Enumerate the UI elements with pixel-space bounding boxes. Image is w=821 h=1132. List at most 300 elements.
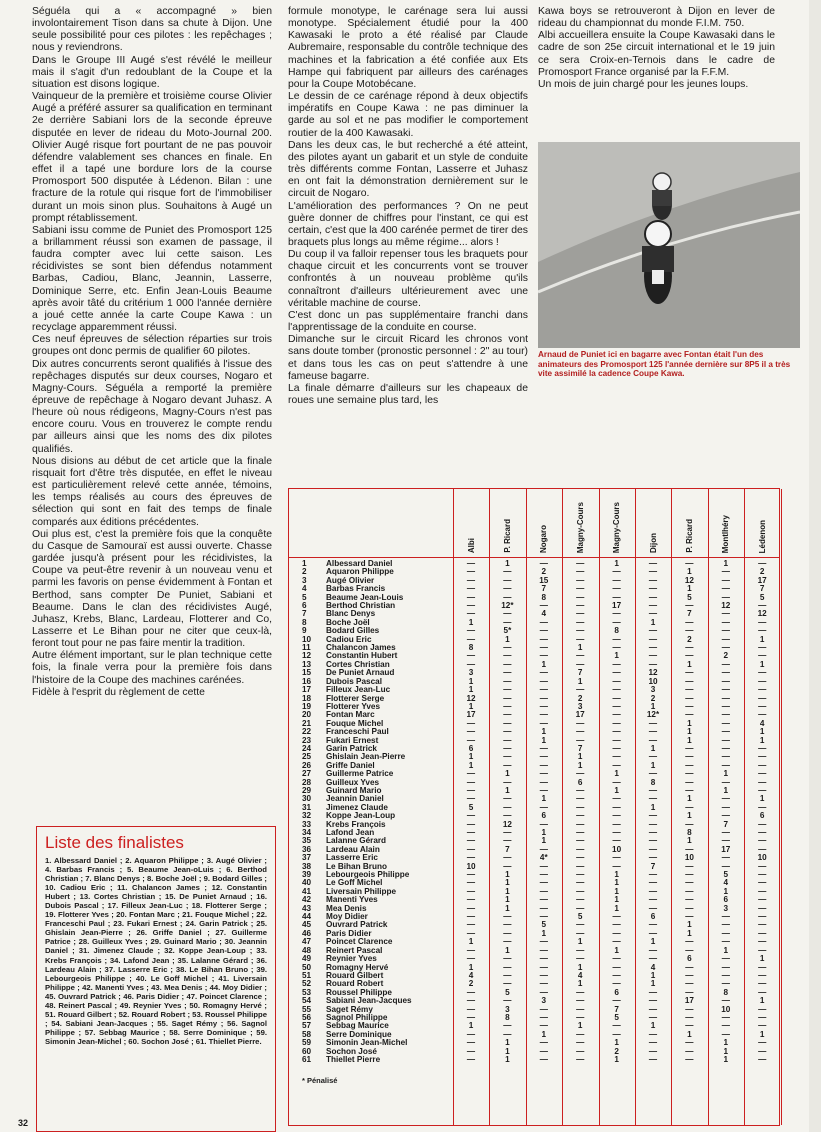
table-row-number: 2 xyxy=(302,567,307,577)
table-cell: 2 xyxy=(577,693,583,703)
table-cell: — xyxy=(466,769,476,779)
table-cell: 1 xyxy=(577,752,583,762)
table-cell: — xyxy=(576,870,585,880)
table-row-number: 53 xyxy=(302,987,312,997)
table-row-number: 12 xyxy=(302,651,312,661)
table-row-number: 43 xyxy=(302,903,312,913)
table-row-number: 22 xyxy=(302,727,312,737)
table-row-name: Lalanne Gérard xyxy=(326,836,387,846)
table-row-number: 19 xyxy=(302,701,312,711)
table-row-number: 44 xyxy=(302,912,312,922)
table-cell: — xyxy=(576,903,585,913)
table-column-rule xyxy=(635,489,636,1125)
table-cell: 1 xyxy=(614,1038,619,1048)
table-cell: — xyxy=(466,626,476,636)
table-cell: 5 xyxy=(759,592,765,602)
table-cell: — xyxy=(539,651,548,661)
table-cell: — xyxy=(466,945,476,955)
table-cell: — xyxy=(503,584,512,594)
table-cell: — xyxy=(721,617,730,627)
table-cell: 1 xyxy=(723,769,729,779)
table-cell: 3 xyxy=(505,1004,510,1014)
table-row-name: Lardeau Alain xyxy=(326,844,380,854)
table-cell: — xyxy=(539,743,548,753)
table-cell: — xyxy=(685,685,694,695)
table-cell: — xyxy=(612,920,621,930)
table-cell: — xyxy=(466,912,476,922)
table-row-number: 17 xyxy=(302,685,312,695)
table-cell: — xyxy=(612,928,621,938)
table-row-number: 38 xyxy=(302,861,312,871)
table-cell: — xyxy=(539,626,548,636)
table-cell: — xyxy=(612,710,621,720)
table-cell: — xyxy=(466,811,476,821)
table-row-number: 49 xyxy=(302,954,312,964)
table-row-number: 54 xyxy=(302,996,312,1006)
table-cell: — xyxy=(466,785,476,795)
table-cell: — xyxy=(648,769,658,779)
article-paragraph: C'est donc un pas supplémentaire franchi dans l'apprentissage de la conduite en course. xyxy=(288,309,528,334)
table-cell: 1 xyxy=(468,760,474,770)
table-cell: — xyxy=(503,970,512,980)
table-cell: 4* xyxy=(539,853,548,863)
table-cell: 2 xyxy=(541,567,547,577)
table-header-rule xyxy=(289,557,779,558)
table-cell: — xyxy=(685,937,694,947)
table-cell: 12 xyxy=(757,609,767,619)
table-cell: — xyxy=(685,676,694,686)
table-cell: — xyxy=(721,954,730,964)
table-cell: — xyxy=(685,970,694,980)
table-cell: 1 xyxy=(759,727,765,737)
article-paragraph: Sabiani issu comme de Puniet des Promosport 125 a brillamment réussi son examen de passage, il faudra compter avec lui cette saison. Les récidivistes se sont bien défendus notamment Barbas, Cadiou, Blanc, Jeannin, Lasserre, Dominique Serre, etc. Enfin Jean-Louis Beaume après avoir tâté du critérium 1 000 l'année dernière a joué cette année la carte Coupe Kawa : un recyclage apparemment réussi. xyxy=(32,224,272,334)
table-row-name: Liversain Philippe xyxy=(326,886,397,896)
table-row-number: 34 xyxy=(302,828,312,837)
table-cell: 7 xyxy=(650,861,656,871)
table-result-column xyxy=(493,560,521,1064)
table-cell: — xyxy=(503,979,512,989)
table-cell: — xyxy=(503,828,512,837)
table-row-name: Rouard Gilbert xyxy=(326,970,384,980)
table-row-name: Constantin Hubert xyxy=(326,651,398,661)
table-cell: — xyxy=(685,760,694,770)
table-cell: — xyxy=(466,659,476,669)
table-cell: — xyxy=(466,886,476,896)
table-cell: 1 xyxy=(723,1054,729,1064)
table-cell: — xyxy=(721,718,730,728)
table-cell: 7 xyxy=(577,668,583,678)
table-cell: — xyxy=(576,861,585,871)
table-cell: — xyxy=(721,743,730,753)
table-row-name: Saget Rémy xyxy=(326,1004,373,1014)
table-cell: — xyxy=(758,962,767,972)
table-cell: — xyxy=(612,836,621,846)
table-cell: — xyxy=(685,903,694,913)
table-cell: — xyxy=(503,928,512,938)
table-cell: — xyxy=(721,970,730,980)
table-cell: — xyxy=(576,659,585,669)
table-cell: — xyxy=(758,752,767,762)
table-cell: 1 xyxy=(687,727,692,737)
table-cell: — xyxy=(758,1004,767,1014)
table-cell: — xyxy=(612,962,621,972)
table-cell: — xyxy=(648,575,658,585)
table-cell: — xyxy=(648,559,658,568)
table-cell: — xyxy=(721,676,730,686)
table-cell: 17 xyxy=(684,996,694,1006)
table-cell: 12 xyxy=(684,575,694,585)
table-row-number: 6 xyxy=(302,601,307,611)
table-row-name: Roussel Philippe xyxy=(326,987,392,997)
table-cell: — xyxy=(612,954,621,964)
table-cell: 1 xyxy=(614,878,619,888)
table-cell: 1 xyxy=(650,802,656,812)
table-cell: — xyxy=(576,718,585,728)
table-cell: 1 xyxy=(723,1038,729,1048)
table-cell: — xyxy=(503,1029,512,1039)
table-cell: — xyxy=(539,962,548,972)
table-cell: — xyxy=(466,928,476,938)
table-cell: 1 xyxy=(650,1021,656,1031)
table-cell: 10 xyxy=(684,853,694,863)
table-cell: — xyxy=(648,735,658,745)
table-cell: — xyxy=(576,617,585,627)
table-cell: — xyxy=(539,693,548,703)
table-header-cell xyxy=(708,493,744,553)
table-cell: 10 xyxy=(757,853,767,863)
table-cell: — xyxy=(721,962,730,972)
table-cell: — xyxy=(539,710,548,720)
table-cell: — xyxy=(612,701,621,711)
table-row-number: 5 xyxy=(302,592,307,602)
table-header-label: P. Ricard xyxy=(685,519,695,553)
table-row-number: 36 xyxy=(302,844,312,854)
table-cell: 6 xyxy=(723,895,729,905)
table-cell: 1 xyxy=(577,1021,583,1031)
table-cell: — xyxy=(612,828,621,837)
table-cell: — xyxy=(685,601,694,611)
table-cell: — xyxy=(758,777,767,787)
table-row-name: Albessard Daniel xyxy=(326,559,393,568)
table-cell: — xyxy=(503,853,512,863)
table-cell: — xyxy=(648,651,658,661)
table-cell: — xyxy=(721,777,730,787)
table-cell: 1 xyxy=(577,643,583,653)
table-cell: 1 xyxy=(687,718,692,728)
article-paragraph: Autre élément important, sur le plan technique cette fois, la finale verra pour la première fois dans l'histoire de la Coupe des machines carénées. xyxy=(32,650,272,686)
table-cell: — xyxy=(758,844,767,854)
table-cell: — xyxy=(466,996,476,1006)
table-cell: — xyxy=(648,592,658,602)
table-cell: — xyxy=(539,718,548,728)
table-cell: — xyxy=(576,844,585,854)
table-header-cell xyxy=(671,493,707,553)
table-cell: — xyxy=(612,668,621,678)
table-row-name: Chalancon James xyxy=(326,643,396,653)
table-row-number: 32 xyxy=(302,811,312,821)
table-cell: 12* xyxy=(646,710,660,720)
table-cell: — xyxy=(758,895,767,905)
table-cell: 1 xyxy=(614,559,619,568)
table-cell: — xyxy=(758,819,767,829)
table-cell: — xyxy=(721,626,730,636)
table-row-name: Simonin Jean-Michel xyxy=(326,1038,408,1048)
table-cell: — xyxy=(503,701,512,711)
table-cell: 1 xyxy=(614,903,619,913)
table-cell: — xyxy=(648,626,658,636)
article-paragraph: Kawa boys se retrouveront à Dijon en lever de rideau du championnat du monde F.I.M. 750. xyxy=(538,6,775,30)
table-cell: — xyxy=(539,668,548,678)
table-cell: 1 xyxy=(505,1038,510,1048)
table-cell: — xyxy=(539,979,548,989)
table-cell: — xyxy=(576,886,585,896)
table-cell: — xyxy=(612,592,621,602)
table-cell: — xyxy=(539,559,548,568)
table-row-name: Lafond Jean xyxy=(326,828,375,837)
table-cell: 1 xyxy=(505,1046,510,1056)
table-row-name: Augé Olivier xyxy=(326,575,375,585)
table-row-name: Boche Joël xyxy=(326,617,370,627)
table-cell: — xyxy=(685,870,694,880)
table-cell: — xyxy=(539,878,548,888)
table-cell: — xyxy=(721,609,730,619)
table-cell: — xyxy=(503,954,512,964)
table-cell: — xyxy=(576,828,585,837)
table-cell: — xyxy=(648,601,658,611)
table-row-name: Romagny Hervé xyxy=(326,962,389,972)
table-cell: — xyxy=(685,1046,694,1056)
table-header-cell xyxy=(744,493,780,553)
table-cell: 17 xyxy=(575,710,585,720)
table-cell: 1 xyxy=(650,617,656,627)
table-cell: — xyxy=(576,878,585,888)
motorcycle-photo-icon xyxy=(538,142,800,348)
table-cell: — xyxy=(721,853,730,863)
table-row-name: Berthod Christian xyxy=(326,601,396,611)
table-cell: — xyxy=(685,769,694,779)
table-cell: — xyxy=(503,727,512,737)
table-column-rule xyxy=(599,489,600,1125)
table-cell: — xyxy=(612,1029,621,1039)
table-cell: — xyxy=(648,886,658,896)
table-cell: 6 xyxy=(468,743,474,753)
table-cell: — xyxy=(685,1004,694,1014)
table-cell: 7 xyxy=(723,819,729,829)
table-cell: — xyxy=(648,844,658,854)
table-row-number: 27 xyxy=(302,769,312,779)
table-cell: 1 xyxy=(723,559,729,568)
table-row-number: 46 xyxy=(302,928,312,938)
article-column-1 xyxy=(32,6,272,699)
table-footnote: * Pénalisé xyxy=(302,1076,338,1085)
table-row-number: 20 xyxy=(302,710,312,720)
table-cell: — xyxy=(648,853,658,863)
table-row-number: 57 xyxy=(302,1021,312,1031)
table-cell: — xyxy=(612,718,621,728)
table-cell: 6 xyxy=(687,954,692,964)
table-cell: 1 xyxy=(541,735,547,745)
table-cell: — xyxy=(503,836,512,846)
table-cell: — xyxy=(721,567,730,577)
table-row-name: Lasserre Eric xyxy=(326,853,378,863)
table-cell: — xyxy=(758,701,767,711)
table-cell: — xyxy=(685,1038,694,1048)
table-cell: — xyxy=(539,685,548,695)
table-cell: — xyxy=(503,937,512,947)
table-row-name: Fontan Marc xyxy=(326,710,375,720)
table-cell: 10 xyxy=(721,1004,731,1014)
table-cell: — xyxy=(685,617,694,627)
table-cell: 1 xyxy=(505,559,510,568)
table-cell: — xyxy=(612,802,621,812)
table-cell: — xyxy=(466,1046,476,1056)
table-cell: 1 xyxy=(505,870,510,880)
table-cell: 15 xyxy=(539,575,549,585)
table-row-name: Griffe Daniel xyxy=(326,760,375,770)
table-row-name: Sabiani Jean-Jacques xyxy=(326,996,412,1006)
table-cell: — xyxy=(721,634,730,644)
table-cell: — xyxy=(612,912,621,922)
table-row-number: 35 xyxy=(302,836,312,846)
table-cell: 12 xyxy=(502,819,512,829)
photo-caption: Arnaud de Puniet ici en bagarre avec Fontan était l'un des animateurs des Promosport 125 l'année dernière sur 8P5 il a très vite assimilé la cadence Coupe Kawa. xyxy=(538,350,791,379)
table-cell: — xyxy=(612,861,621,871)
table-cell: — xyxy=(576,1054,585,1064)
table-cell: 1 xyxy=(577,676,583,686)
table-cell: 2 xyxy=(723,651,729,661)
table-cell: — xyxy=(539,777,548,787)
table-cell: — xyxy=(648,828,658,837)
table-cell: — xyxy=(758,920,767,930)
table-row-name: Ghislain Jean-Pierre xyxy=(326,752,406,762)
race-photo xyxy=(538,142,800,348)
table-row-name: Jeannin Daniel xyxy=(326,794,384,804)
table-cell: 5 xyxy=(541,920,547,930)
table-cell: — xyxy=(685,886,694,896)
table-cell: — xyxy=(503,962,512,972)
table-column-rule xyxy=(453,489,454,1125)
table-cell: — xyxy=(576,634,585,644)
table-row-number: 48 xyxy=(302,945,312,955)
table-cell: — xyxy=(758,559,767,568)
table-cell: — xyxy=(576,626,585,636)
table-cell: — xyxy=(576,811,585,821)
table-cell: — xyxy=(539,819,548,829)
table-cell: 8 xyxy=(541,592,547,602)
table-result-column xyxy=(457,560,485,1064)
table-cell: 1 xyxy=(541,1029,547,1039)
table-cell: — xyxy=(758,912,767,922)
table-cell: — xyxy=(648,567,658,577)
table-cell: — xyxy=(648,1029,658,1039)
table-cell: 1 xyxy=(577,979,583,989)
table-cell: 1 xyxy=(687,659,692,669)
table-cell: — xyxy=(612,1021,621,1031)
table-cell: — xyxy=(612,811,621,821)
table-row-number: 31 xyxy=(302,802,312,812)
table-cell: — xyxy=(503,651,512,661)
table-cell: — xyxy=(648,878,658,888)
article-paragraph: formule monotype, le carénage sera lui aussi monotype. Spécialement étudié pour la 400 Kawasaki le proto a été réalisé par Claude Aubremaire, responsable du contrôle technique des machines et la fabrication a été confiée aux Ets Hampe qui fabriquent par ailleurs des carénages pour la Coupe Motobécane. xyxy=(288,6,528,90)
table-cell: — xyxy=(539,945,548,955)
table-cell: — xyxy=(466,592,476,602)
table-cell: — xyxy=(758,1054,767,1064)
table-cell: 1 xyxy=(687,567,692,577)
table-cell: — xyxy=(466,584,476,594)
table-cell: — xyxy=(721,659,730,669)
table-cell: 2 xyxy=(614,1046,619,1056)
table-cell: 1 xyxy=(505,1054,510,1064)
page-number: 32 xyxy=(18,1118,29,1128)
table-cell: — xyxy=(648,1054,658,1064)
table-header-cell xyxy=(526,493,562,553)
table-cell: — xyxy=(612,693,621,703)
table-cell: 7 xyxy=(687,609,692,619)
article-paragraph: Du coup il va falloir repenser tous les braquets pour chaque circuit et les concurrents vont se trouver confrontés à un nouveau problème qu'ils connaîtront d'ailleurs ultérieurement avec une véritable machine de course. xyxy=(288,249,528,309)
table-cell: — xyxy=(648,659,658,669)
table-cell: — xyxy=(576,1004,585,1014)
table-cell: — xyxy=(612,743,621,753)
table-cell: — xyxy=(758,1012,767,1022)
table-cell: — xyxy=(576,1029,585,1039)
table-cell: — xyxy=(758,937,767,947)
table-cell: — xyxy=(685,1021,694,1031)
article-column-3 xyxy=(538,6,775,91)
table-cell: — xyxy=(576,794,585,804)
table-cell: 4 xyxy=(759,718,765,728)
table-cell: 12 xyxy=(721,601,731,611)
table-cell: — xyxy=(576,727,585,737)
results-table xyxy=(288,488,780,1126)
table-cell: 1 xyxy=(505,769,510,779)
table-row-name: Guillerme Patrice xyxy=(326,769,394,779)
table-cell: — xyxy=(721,996,730,1006)
table-cell: — xyxy=(758,693,767,703)
table-cell: 1 xyxy=(577,937,583,947)
table-row-number: 59 xyxy=(302,1038,312,1048)
table-cell: — xyxy=(503,643,512,653)
table-cell: — xyxy=(612,584,621,594)
table-cell: 1 xyxy=(577,962,583,972)
table-cell: 7 xyxy=(505,844,510,854)
table-cell: — xyxy=(612,760,621,770)
table-row-name: Krebs François xyxy=(326,819,386,829)
table-cell: — xyxy=(758,870,767,880)
table-cell: — xyxy=(721,575,730,585)
table-row-number: 28 xyxy=(302,777,312,787)
table-cell: — xyxy=(503,617,512,627)
table-cell: — xyxy=(648,1004,658,1014)
table-cell: — xyxy=(576,1046,585,1056)
table-cell: — xyxy=(758,970,767,980)
table-row-name: Fukari Ernest xyxy=(326,735,379,745)
table-result-column xyxy=(675,560,703,1064)
table-cell: — xyxy=(648,928,658,938)
table-row-number: 58 xyxy=(302,1029,312,1039)
table-header-label: P. Ricard xyxy=(503,519,513,553)
table-cell: — xyxy=(685,861,694,871)
table-cell: — xyxy=(648,836,658,846)
table-cell: — xyxy=(576,567,585,577)
table-cell: 1 xyxy=(687,811,692,821)
table-cell: 1 xyxy=(468,1021,474,1031)
article-paragraph: Dimanche sur le circuit Ricard les chronos vont sans doute tomber (pronostic personnel : 2" au tour) et dans tous les cas on peut s'attendre à une fameuse bagarre. xyxy=(288,334,528,382)
table-cell: — xyxy=(466,794,476,804)
table-row-number: 60 xyxy=(302,1046,312,1056)
table-cell: — xyxy=(758,760,767,770)
table-column-rule xyxy=(671,489,672,1125)
table-cell: — xyxy=(503,794,512,804)
